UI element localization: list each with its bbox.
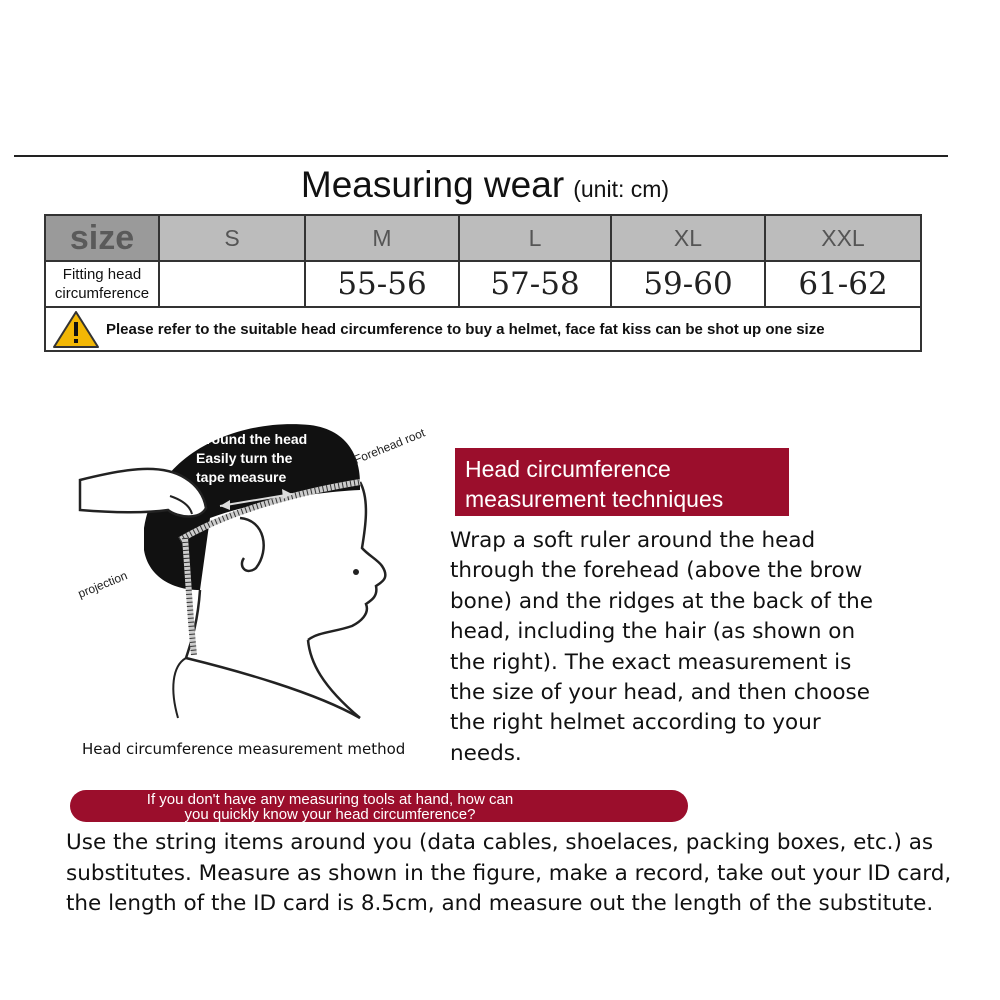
- label-forehead-root: Forehead root: [351, 425, 428, 467]
- circumference-row: [45, 261, 921, 307]
- note-cell: [45, 307, 921, 351]
- row-label-line1: Fitting head: [62, 266, 142, 283]
- tip-question-line2: you quickly know your head circumference?: [184, 806, 476, 823]
- technique-line3: bone) and the ridges at the back of the: [450, 588, 873, 614]
- page-title: [0, 164, 970, 206]
- technique-line7: the right helmet according to your: [450, 710, 821, 736]
- technique-heading: [455, 448, 789, 516]
- tip-answer: [66, 828, 996, 920]
- size-s: S: [159, 215, 305, 261]
- size-header-label: size: [45, 215, 159, 261]
- size-header-row: [45, 215, 921, 261]
- note-text: Please refer to the suitable head circumference to buy a helmet, face fat kiss can be shot up one size: [106, 320, 825, 338]
- technique-heading-line2: measurement techniques: [465, 486, 724, 512]
- tip-question-line1: If you don't have any measuring tools at hand, how can: [146, 791, 514, 808]
- tip-answer-line3: the length of the ID card is 8.5cm, and measure out the length of the substitute.: [66, 891, 934, 916]
- note-row: [45, 307, 921, 351]
- circumference-row-label: [45, 261, 159, 307]
- tip-question: [130, 792, 530, 822]
- technique-line6: the size of your head, and then choose: [450, 680, 870, 706]
- value-l: 57-58: [459, 261, 611, 307]
- label-projection: projection: [75, 568, 130, 601]
- size-m: M: [305, 215, 459, 261]
- value-xxl: 61-62: [765, 261, 921, 307]
- size-l: L: [459, 215, 611, 261]
- technique-paragraph: [450, 526, 910, 769]
- technique-line1: Wrap a soft ruler around the head: [450, 528, 816, 553]
- size-xxl: XXL: [765, 215, 921, 261]
- title-main: Measuring wear: [300, 164, 565, 205]
- technique-line2: through the forehead (above the brow: [450, 558, 863, 584]
- row-label-line2: circumference: [54, 285, 150, 302]
- tip-question-banner: [70, 790, 688, 822]
- technique-line5: the right). The exact measurement is: [450, 649, 852, 675]
- top-divider: [14, 155, 948, 157]
- tip-answer-line2: substitutes. Measure as shown in the figure, make a record, take out your ID card,: [66, 860, 952, 886]
- warning-icon: [46, 309, 106, 349]
- head-measurement-illustration: [60, 400, 460, 730]
- size-xl: XL: [611, 215, 765, 261]
- title-unit: (unit: cm): [573, 176, 670, 202]
- size-table: [44, 214, 922, 352]
- technique-line8: needs.: [450, 740, 522, 766]
- tip-answer-line1: Use the string items around you (data cables, shoelaces, packing boxes, etc.) as: [66, 830, 934, 855]
- label-around-head-2: Easily turn the: [196, 450, 293, 466]
- value-s: [159, 261, 305, 307]
- technique-line4: head, including the hair (as shown on: [450, 619, 856, 645]
- label-around-head-1: Around the head: [196, 431, 308, 447]
- label-around-head-3: tape measure: [196, 469, 287, 485]
- value-m: 55-56: [305, 261, 459, 307]
- technique-heading-line1: Head circumference: [465, 456, 671, 482]
- illustration-caption: Head circumference measurement method: [82, 740, 406, 758]
- value-xl: 59-60: [611, 261, 765, 307]
